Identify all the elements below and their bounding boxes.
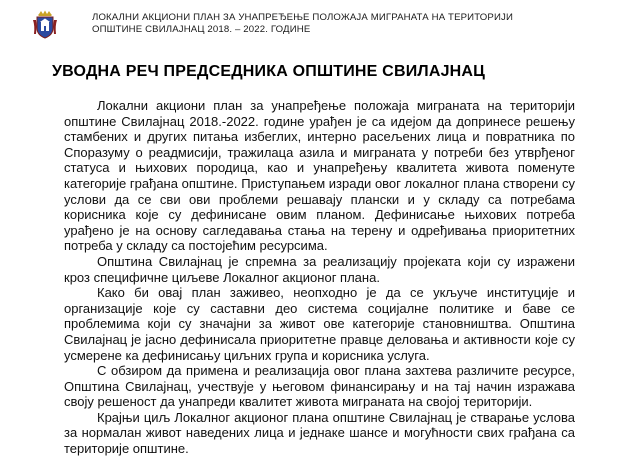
page-title: УВОДНА РЕЧ ПРЕДСЕДНИКА ОПШТИНЕ СВИЛАЈНАЦ: [52, 63, 486, 80]
paragraph: Крајњи циљ Локалног акционог плана општине Свилајнац је стварање услова за нормалан живот наведених лица и једнаке шансе и могућности свих грађана са територије општине.: [64, 409, 575, 457]
document-body: [64, 98, 575, 457]
paragraph: Локални акциони план за унапређење положаја миграната на територији општине Свилајнац 2018.-2022. године урађен је са идејом да допринесе решењу стамбених и других питања избеглих, интерно расељених лица и повратника по Споразуму о реадмисији, тражилаца азила и миграната у потреби без утврђеног статуса и њихових породица, као и унапређењу квалитета живота поменуте категорије грађана општине. Приступањем изради овог локалног плана створени су услови да се сви ови проблеми решавају плански и у складу са потребама корисника које су дефинисане овим планом. Дефинисање њихових потреба урађено је на основу сагледавања стања на терену и одређивања приоритетних потреба у складу са постојећим ресурсима.: [64, 98, 575, 254]
header-title: [92, 12, 513, 36]
paragraph: С обзиром да примена и реализација овог плана захтева различите ресурсе, Општина Свилајнац, учествује у његовом финансирању и на тај начин изражава своју решеност да унапреди квалитет живота миграната на својој територији.: [64, 363, 575, 410]
header-line-1: ЛОКАЛНИ АКЦИОНИ ПЛАН ЗА УНАПРЕЂЕЊЕ ПОЛОЖАЈА МИГРАНАТА НА ТЕРИТОРИЈИ: [92, 12, 513, 23]
paragraph: Општина Свилајнац је спремна за реализацију пројеката који су изражени кроз специфичне циљеве Локалног акционог плана.: [64, 253, 575, 285]
coat-of-arms-icon: [32, 10, 58, 40]
document-header: [30, 8, 600, 44]
paragraph: Како би овај план заживео, неопходно је да се укључе институције и организације које су саставни део система социјалне политике и баве се проблемима који су значајни за живот ове категорије становништва. Општина Свилајнац је јасно дефинисала приоритетне правце деловања и активности које су усмерене ка дефинисању циљних група и корисника услуга.: [64, 285, 575, 363]
header-line-2: ОПШТИНЕ СВИЛАЈНАЦ 2018. – 2022. ГОДИНЕ: [92, 24, 311, 35]
